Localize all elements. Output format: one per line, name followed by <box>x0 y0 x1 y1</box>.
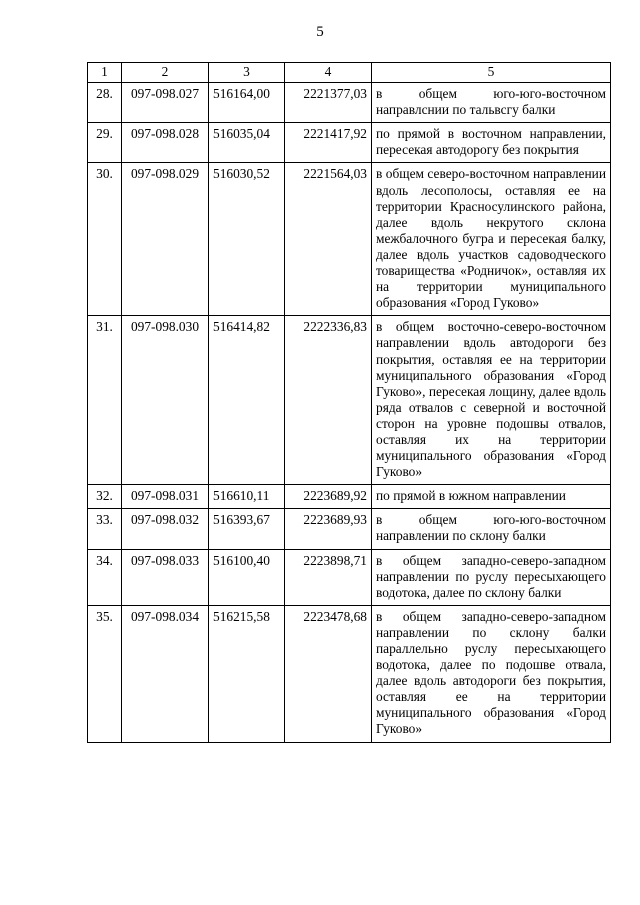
table-row <box>88 509 611 549</box>
point-code: 097-098.034 <box>122 605 209 742</box>
y-coordinate: 2223689,93 <box>285 509 372 549</box>
y-coordinate: 2221417,92 <box>285 123 372 163</box>
table-row <box>88 163 611 316</box>
row-number: 29. <box>88 123 122 163</box>
boundary-description: в общем юго-юго-восточном направлении по склону балки <box>372 509 611 549</box>
column-header-x-coordinate: 3 <box>209 63 285 83</box>
table-row <box>88 83 611 123</box>
point-code: 097-098.028 <box>122 123 209 163</box>
table-row <box>88 316 611 485</box>
row-number: 31. <box>88 316 122 485</box>
x-coordinate: 516035,04 <box>209 123 285 163</box>
row-number: 30. <box>88 163 122 316</box>
row-number: 33. <box>88 509 122 549</box>
x-coordinate: 516414,82 <box>209 316 285 485</box>
x-coordinate: 516164,00 <box>209 83 285 123</box>
column-header-point-code: 2 <box>122 63 209 83</box>
row-number: 32. <box>88 485 122 509</box>
table-row <box>88 549 611 605</box>
row-number: 34. <box>88 549 122 605</box>
point-code: 097-098.033 <box>122 549 209 605</box>
x-coordinate: 516215,58 <box>209 605 285 742</box>
column-header-y-coordinate: 4 <box>285 63 372 83</box>
y-coordinate: 2223898,71 <box>285 549 372 605</box>
point-code: 097-098.032 <box>122 509 209 549</box>
table-header-row <box>88 63 611 83</box>
table-row <box>88 123 611 163</box>
x-coordinate: 516610,11 <box>209 485 285 509</box>
boundary-points-table <box>87 62 611 743</box>
x-coordinate: 516030,52 <box>209 163 285 316</box>
y-coordinate: 2222336,83 <box>285 316 372 485</box>
page-number: 5 <box>316 24 324 40</box>
y-coordinate: 2221377,03 <box>285 83 372 123</box>
boundary-description: в общем восточно-северо-восточном направлении вдоль автодороги без покрытия, оставляя ее на территории муниципального образования «Город Гуково», пересекая лощину, далее вдоль ряда отвалов с северной и восточной сторон на уровне подошвы отвалов, оставляя их на территории муниципального образования «Город Гуково» <box>372 316 611 485</box>
y-coordinate: 2223689,92 <box>285 485 372 509</box>
point-code: 097-098.029 <box>122 163 209 316</box>
row-number: 35. <box>88 605 122 742</box>
x-coordinate: 516100,40 <box>209 549 285 605</box>
point-code: 097-098.030 <box>122 316 209 485</box>
boundary-description: в общем юго-юго-восточном направлснии по тальвсгу балки <box>372 83 611 123</box>
boundary-description: в общем западно-северо-западном направлении по руслу пересыхающего водотока, далее по склону балки <box>372 549 611 605</box>
boundary-description: в общем западно-северо-западном направлении по склону балки параллельно руслу пересыхающего водотока, далее по подошве отвала, далее вдоль автодороги без покрытия, оставляя ее на территории муниципального образования «Город Гуково» <box>372 605 611 742</box>
boundary-description: по прямой в восточном направлении, пересекая автодорогу без покрытия <box>372 123 611 163</box>
point-code: 097-098.031 <box>122 485 209 509</box>
x-coordinate: 516393,67 <box>209 509 285 549</box>
point-code: 097-098.027 <box>122 83 209 123</box>
column-header-number: 1 <box>88 63 122 83</box>
column-header-description: 5 <box>372 63 611 83</box>
y-coordinate: 2223478,68 <box>285 605 372 742</box>
table-row <box>88 485 611 509</box>
boundary-description: по прямой в южном направлении <box>372 485 611 509</box>
table-row <box>88 605 611 742</box>
row-number: 28. <box>88 83 122 123</box>
y-coordinate: 2221564,03 <box>285 163 372 316</box>
boundary-description: в общем северо-восточном направлении вдоль лесополосы, оставляя ее на территории Красносулинского района, далее вдоль некрутого склона межбалочного бугра и пересекая балку, далее вдоль участков садоводческого товарищества «Родничок», оставляя их на территории муниципального образования «Город Гуково» <box>372 163 611 316</box>
